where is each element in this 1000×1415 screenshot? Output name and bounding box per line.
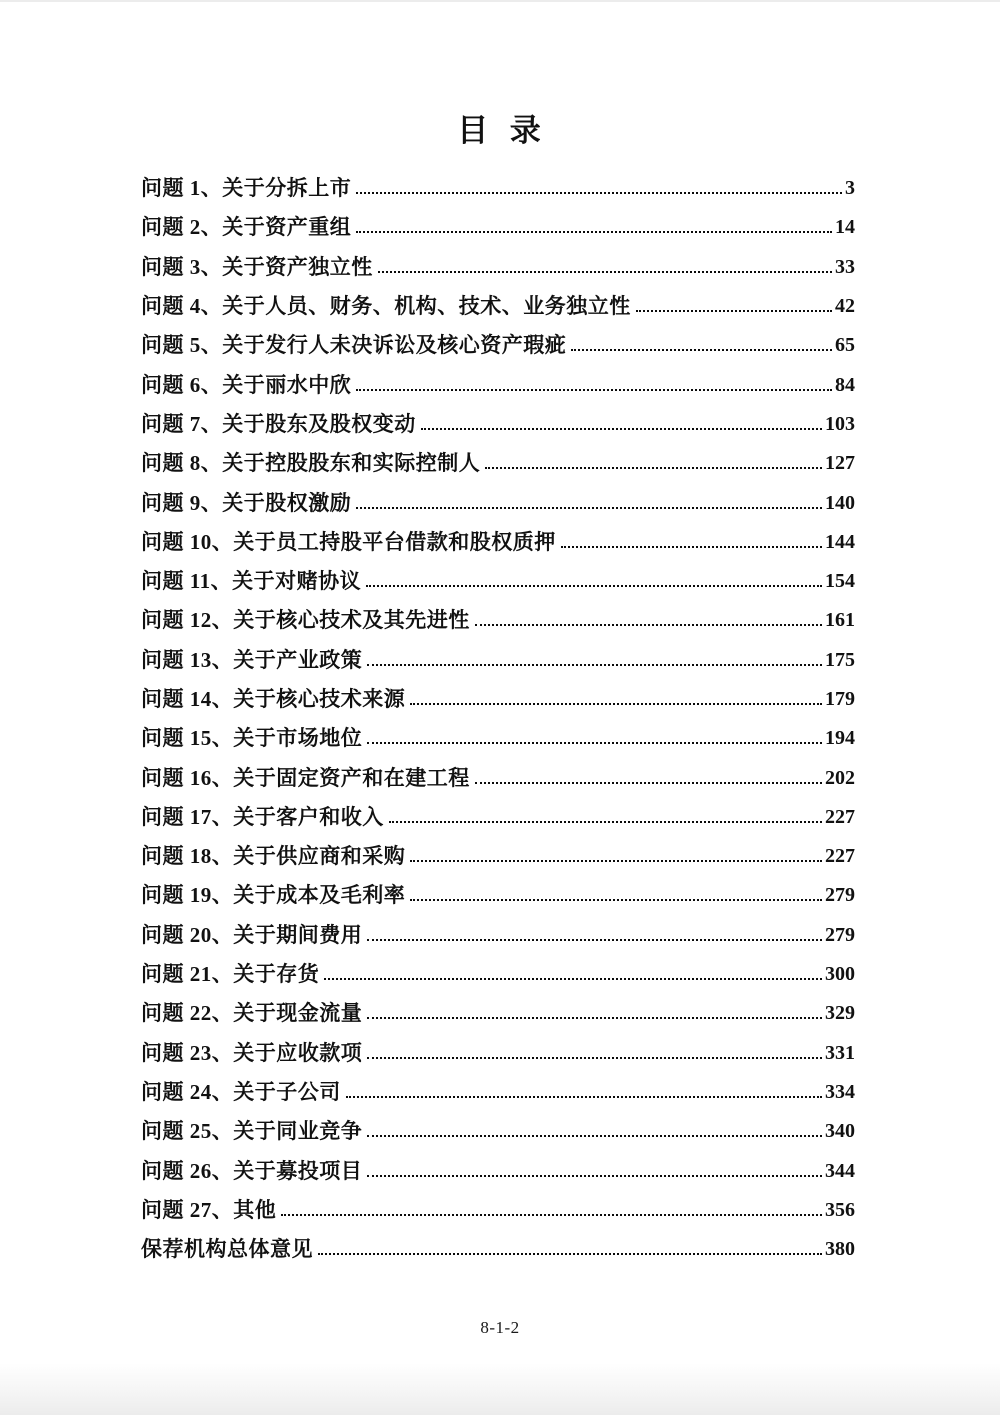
toc-entry-label: 问题 26、关于募投项目 [141,1158,363,1183]
dot-leader [367,742,822,744]
toc-entry-page: 33 [835,255,855,278]
toc-entry-label: 问题 10、关于员工持股平台借款和股权质押 [141,529,556,554]
toc-entry-page: 161 [825,609,855,632]
toc-entry [141,440,855,479]
toc-entry-page: 202 [825,766,855,789]
toc-entry-label: 问题 13、关于产业政策 [141,647,363,672]
dot-leader [324,978,822,980]
toc-entry-page: 84 [835,373,855,396]
dot-leader [421,428,822,430]
toc-entry-page: 227 [825,845,855,868]
toc-entry-label: 问题 1、关于分拆上市 [141,176,352,201]
dot-leader [475,782,822,784]
toc-entry-label: 问题 12、关于核心技术及其先进性 [141,608,470,633]
table-of-contents [0,165,1000,1265]
dot-leader [367,939,822,941]
dot-leader [475,624,822,626]
dot-leader [561,546,822,548]
dot-leader [318,1253,822,1255]
toc-entry [141,676,855,715]
toc-title: 目 录 [457,113,543,148]
toc-entry-label: 问题 4、关于人员、财务、机构、技术、业务独立性 [141,294,631,319]
toc-entry [141,1108,855,1147]
toc-entry-label: 问题 9、关于股权激励 [141,490,352,515]
toc-entry-label: 问题 15、关于市场地位 [141,726,363,751]
toc-entry-label: 问题 25、关于同业竞争 [141,1119,363,1144]
toc-entry-page: 65 [835,334,855,357]
toc-entry-label: 问题 14、关于核心技术来源 [141,687,406,711]
toc-entry-page: 179 [825,688,855,710]
toc-entry-page: 175 [825,648,855,671]
toc-entry [141,715,855,754]
toc-entry-page: 14 [835,216,855,239]
dot-leader [571,349,832,351]
toc-entry-label: 问题 7、关于股东及股权变动 [141,411,416,436]
dot-leader [378,271,832,273]
dot-leader [356,192,842,194]
toc-entry-label: 保荐机构总体意见 [141,1237,313,1262]
toc-entry [141,401,855,440]
dot-leader [367,664,822,666]
toc-entry-page: 194 [825,727,855,750]
dot-leader [367,1057,822,1059]
toc-entry [141,243,855,282]
toc-entry-label: 问题 23、关于应收款项 [141,1040,363,1065]
toc-entry [141,361,855,400]
toc-entry-page: 127 [825,452,855,475]
toc-entry [141,283,855,322]
toc-entry-label: 问题 22、关于现金流量 [141,1001,363,1026]
toc-entry [141,1147,855,1186]
toc-entry-label: 问题 17、关于客户和收入 [141,804,384,829]
toc-entry [141,794,855,833]
toc-entry [141,754,855,793]
dot-leader [367,1175,822,1177]
dot-leader [410,899,822,901]
toc-entry [141,1187,855,1226]
toc-entry-page: 42 [835,295,855,318]
toc-entry [141,990,855,1029]
toc-entry-label: 问题 6、关于丽水中欣 [141,372,352,397]
dot-leader [410,703,822,705]
toc-entry-page: 154 [825,570,855,593]
dot-leader [389,821,822,823]
dot-leader [356,507,822,509]
toc-entry-page: 140 [825,491,855,514]
dot-leader [636,310,832,312]
toc-entry-label: 问题 3、关于资产独立性 [141,254,373,279]
dot-leader [367,1017,822,1019]
toc-entry-page: 103 [825,412,855,435]
toc-entry-label: 问题 2、关于资产重组 [141,215,352,240]
toc-entry-page: 3 [845,177,855,200]
toc-entry [141,1029,855,1068]
toc-entry-label: 问题 8、关于控股股东和实际控制人 [141,451,481,476]
toc-entry-page: 279 [825,884,855,907]
toc-entry [141,911,855,950]
toc-entry-label: 问题 24、关于子公司 [141,1079,341,1104]
dot-leader [346,1096,822,1098]
toc-entry-label: 问题 27、其他 [141,1197,277,1222]
toc-entry-label: 问题 11、关于对赌协议 [141,569,362,594]
toc-entry [141,833,855,872]
toc-entry [141,204,855,243]
toc-entry [141,872,855,911]
toc-entry-label: 问题 5、关于发行人未决诉讼及核心资产瑕疵 [141,333,567,358]
page-bottom-shadow [0,1363,1000,1415]
toc-entry [141,597,855,636]
dot-leader [281,1214,822,1216]
toc-entry [141,479,855,518]
toc-entry [141,1069,855,1108]
toc-entry-label: 问题 20、关于期间费用 [141,922,363,947]
page-top-edge [0,0,1000,2]
toc-entry [141,322,855,361]
toc-entry-page: 144 [825,530,855,553]
toc-entry-page: 227 [825,805,855,828]
toc-entry-page: 329 [825,1002,855,1025]
toc-entry [141,165,855,204]
dot-leader [356,231,832,233]
dot-leader [356,389,832,391]
toc-entry [141,519,855,558]
toc-entry [141,951,855,990]
toc-entry-label: 问题 21、关于存货 [141,962,320,987]
toc-entry-page: 344 [825,1159,855,1182]
toc-entry-page: 331 [825,1041,855,1064]
toc-entry-page: 279 [825,923,855,946]
toc-entry [141,636,855,675]
toc-entry-page: 356 [825,1198,855,1221]
dot-leader [410,860,822,862]
toc-entry-page: 340 [825,1120,855,1143]
toc-entry [141,1226,855,1265]
toc-entry-label: 问题 16、关于固定资产和在建工程 [141,765,470,790]
dot-leader [485,467,822,469]
toc-entry-label: 问题 18、关于供应商和采购 [141,844,406,869]
toc-entry-page: 300 [825,963,855,986]
dot-leader [366,585,822,587]
page-number-footer: 8-1-2 [480,1318,520,1337]
toc-entry-page: 334 [825,1080,855,1103]
toc-entry-page: 380 [825,1238,855,1261]
dot-leader [367,1135,822,1137]
toc-entry-label: 问题 19、关于成本及毛利率 [141,883,406,908]
toc-entry [141,558,855,597]
